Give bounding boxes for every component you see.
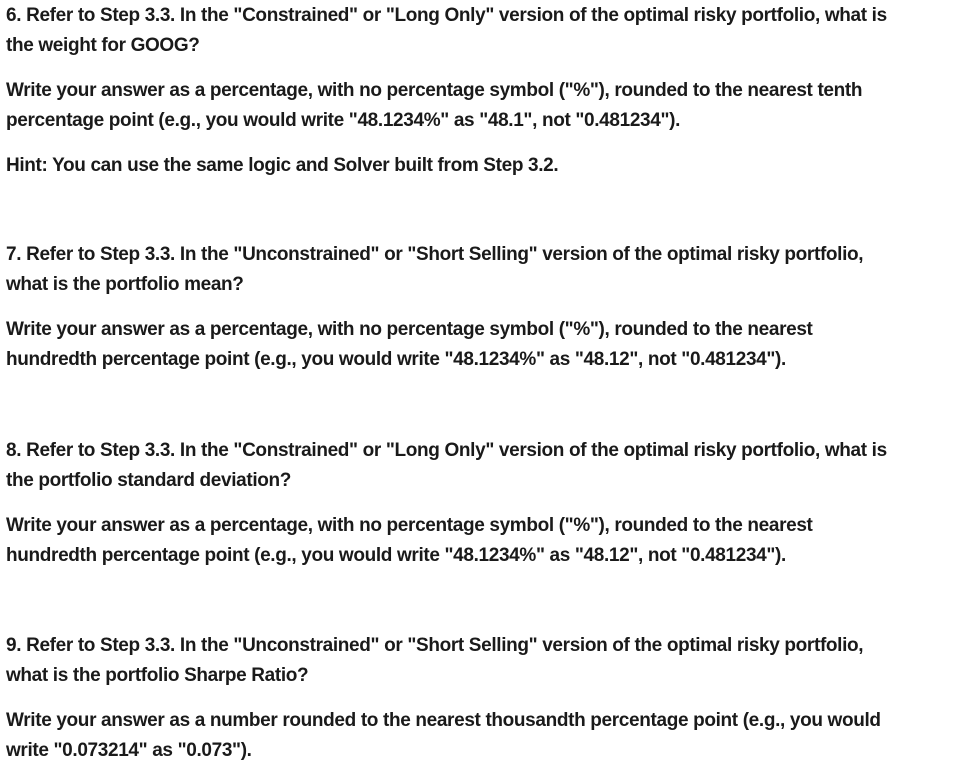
question-7-prompt-line-1: 7. Refer to Step 3.3. In the "Unconstrained" or "Short Selling" version of the optimal risky portfolio, — [6, 240, 863, 270]
question-9-instruction — [6, 706, 881, 765]
question-6-instruction-line-2: percentage point (e.g., you would write "48.1234%" as "48.1", not "0.481234"). — [6, 106, 887, 136]
question-7-instruction — [6, 315, 863, 374]
question-8-prompt-line-1: 8. Refer to Step 3.3. In the "Constrained" or "Long Only" version of the optimal risky portfolio, what is — [6, 436, 887, 466]
question-9-prompt-line-2: what is the portfolio Sharpe Ratio? — [6, 661, 881, 691]
question-8-instruction — [6, 511, 887, 570]
question-8 — [6, 436, 887, 570]
question-9 — [6, 631, 881, 765]
question-6 — [6, 1, 887, 181]
question-8-instruction-line-1: Write your answer as a percentage, with no percentage symbol ("%"), rounded to the nearest — [6, 511, 887, 541]
question-7-instruction-line-2: hundredth percentage point (e.g., you would write "48.1234%" as "48.12", not "0.481234"). — [6, 345, 863, 375]
question-6-prompt — [6, 1, 887, 60]
question-7-prompt-line-2: what is the portfolio mean? — [6, 270, 863, 300]
question-6-prompt-line-1: 6. Refer to Step 3.3. In the "Constrained" or "Long Only" version of the optimal risky portfolio, what is — [6, 1, 887, 31]
question-9-prompt — [6, 631, 881, 690]
question-6-hint-text: Hint: You can use the same logic and Solver built from Step 3.2. — [6, 151, 887, 181]
question-6-prompt-line-2: the weight for GOOG? — [6, 31, 887, 61]
question-9-prompt-line-1: 9. Refer to Step 3.3. In the "Unconstrained" or "Short Selling" version of the optimal risky portfolio, — [6, 631, 881, 661]
question-7-prompt — [6, 240, 863, 299]
question-8-prompt — [6, 436, 887, 495]
question-9-instruction-line-2: write "0.073214" as "0.073"). — [6, 736, 881, 765]
question-9-instruction-line-1: Write your answer as a number rounded to the nearest thousandth percentage point (e.g., you would — [6, 706, 881, 736]
question-8-instruction-line-2: hundredth percentage point (e.g., you would write "48.1234%" as "48.12", not "0.481234"). — [6, 541, 887, 571]
question-6-instruction-line-1: Write your answer as a percentage, with no percentage symbol ("%"), rounded to the nearest tenth — [6, 76, 887, 106]
question-6-instruction — [6, 76, 887, 135]
question-6-hint — [6, 151, 887, 181]
question-7 — [6, 240, 863, 374]
question-7-instruction-line-1: Write your answer as a percentage, with no percentage symbol ("%"), rounded to the nearest — [6, 315, 863, 345]
question-8-prompt-line-2: the portfolio standard deviation? — [6, 466, 887, 496]
